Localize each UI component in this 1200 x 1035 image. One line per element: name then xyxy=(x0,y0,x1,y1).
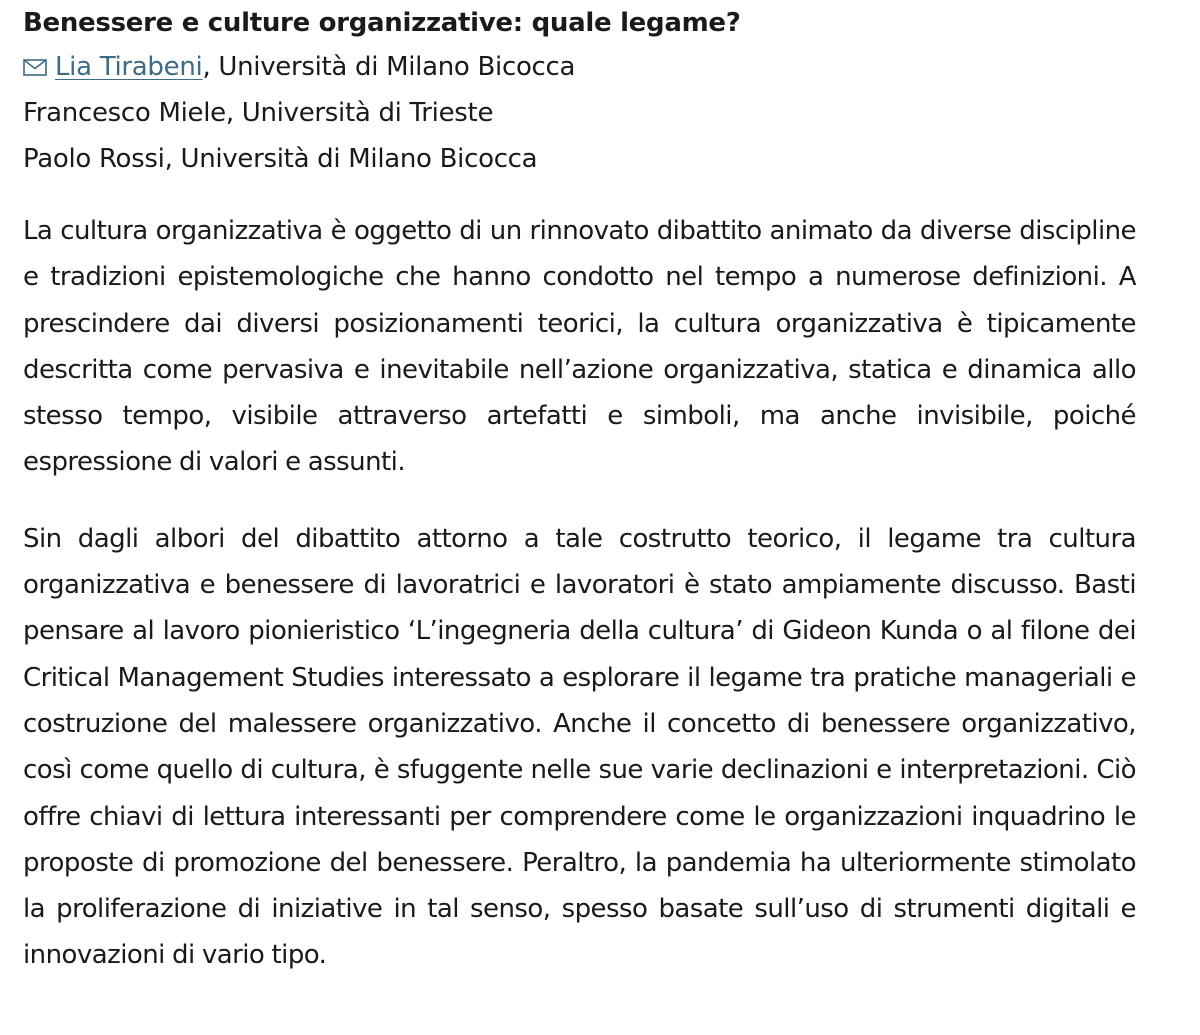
author-name: Lia Tirabeni xyxy=(55,52,203,82)
body-paragraph-1: La cultura organizzativa è oggetto di un rinnovato dibattito animato da diverse discipline e tradizioni epistemologiche che hanno condotto nel tempo a numerose definizioni. A prescindere dai diversi posizionamenti teorici, la cultura organizzativa è tipicamente descritta come pervasiva e inevitabile nell’azione organizzativa, statica e dinamica allo stesso tempo, visibile attraverso artefatti e simboli, ma anche invisibile, poiché espressione di valori e assunti. xyxy=(23,216,1136,478)
author-line-1 xyxy=(23,44,1136,90)
author-line-3 xyxy=(23,136,1136,182)
author-affiliation: , Università di Trieste xyxy=(225,98,494,128)
mail-icon xyxy=(23,59,47,76)
author-affiliation: , Università di Milano Bicocca xyxy=(202,52,576,82)
author-name: Francesco Miele xyxy=(23,98,226,128)
author-email-link[interactable] xyxy=(23,52,202,82)
author-line-2 xyxy=(23,90,1136,136)
author-list xyxy=(23,44,1136,182)
author-name: Paolo Rossi xyxy=(23,144,165,174)
author-affiliation: , Università di Milano Bicocca xyxy=(164,144,538,174)
body-paragraph-2: Sin dagli albori del dibattito attorno a tale costrutto teorico, il legame tra cultura organizzativa e benessere di lavoratrici e lavoratori è stato ampiamente discusso. Basti pensare al lavoro pionieristico ‘L’ingegneria della cultura’ di Gideon Kunda o al filone dei Critical Management Studies interessato a esplorare il legame tra pratiche manageriali e costruzione del malessere organizzativo. Anche il concetto di benessere organizzativo, così come quello di cultura, è sfuggente nelle sue varie declinazioni e interpretazioni. Ciò offre chiavi di lettura interessanti per comprendere come le organizzazioni inquadrino le proposte di promozione del benessere. Peraltro, la pandemia ha ulteriormente stimolato la proliferazione di iniziative in tal senso, spesso basate sull’uso di strumenti digitali e innovazioni di vario tipo. xyxy=(23,523,1136,971)
article-title: Benessere e culture organizzative: quale legame? xyxy=(23,8,741,38)
